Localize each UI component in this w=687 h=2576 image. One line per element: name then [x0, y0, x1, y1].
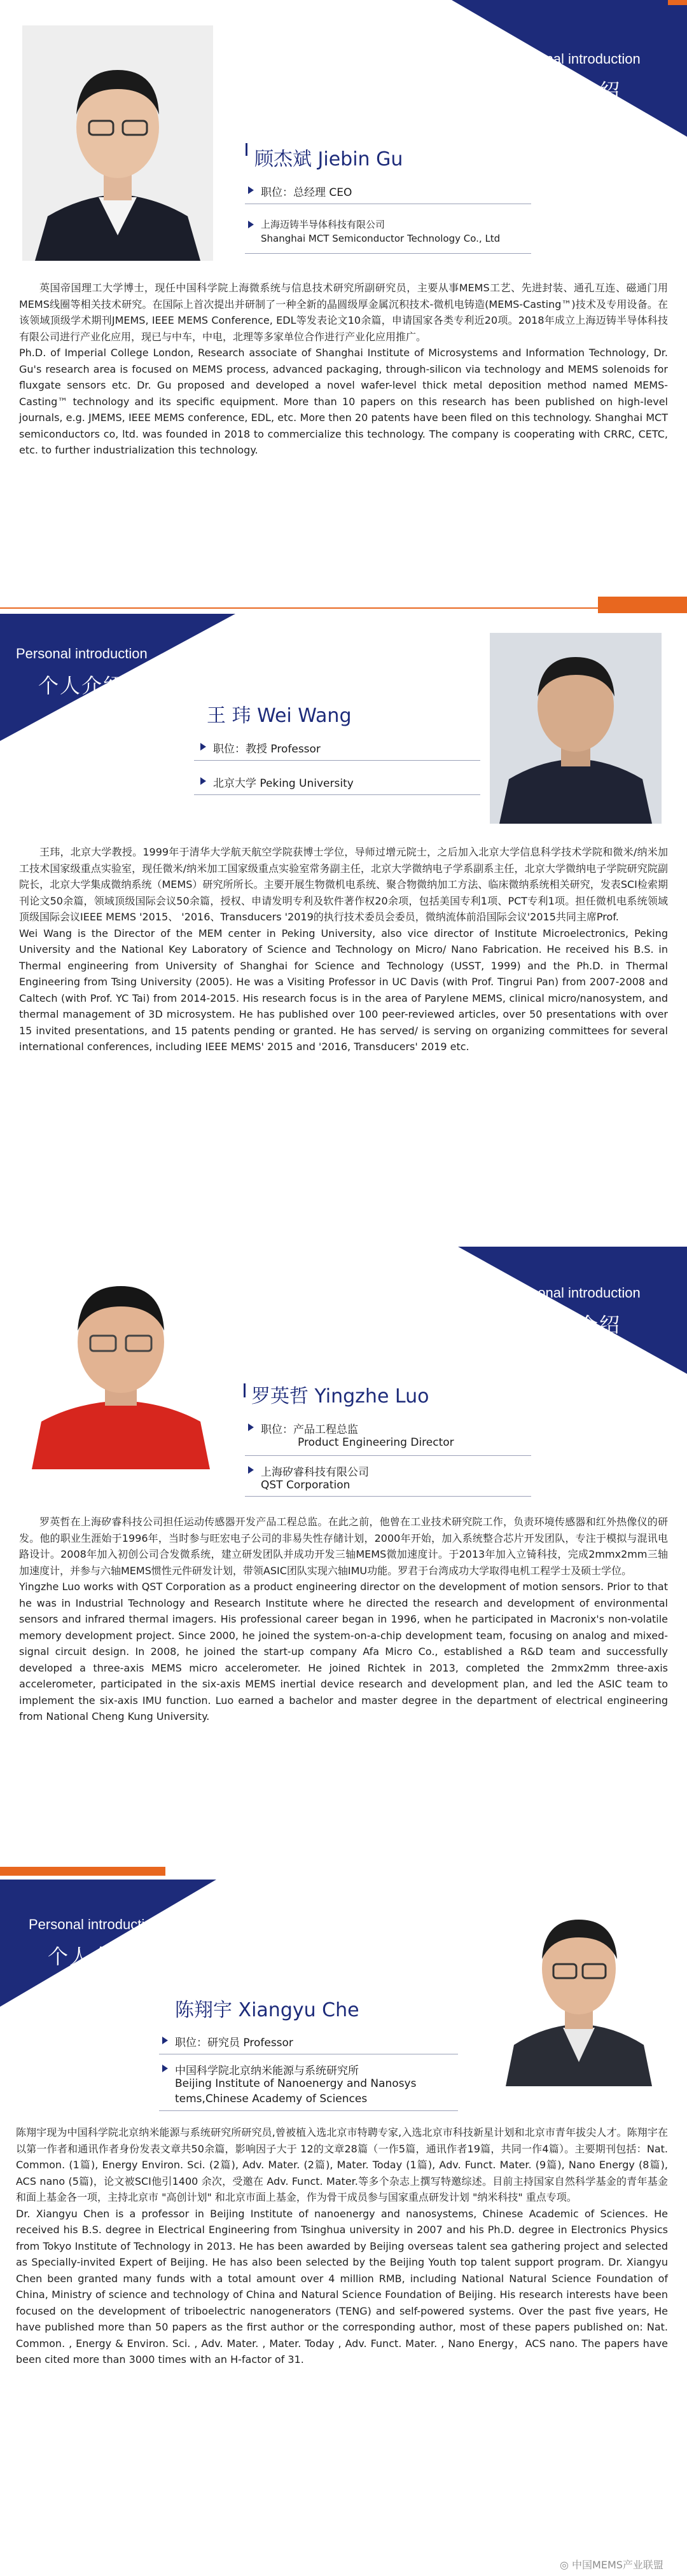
watermark-text: 中国MEMS产业联盟 — [572, 2559, 663, 2571]
intro-title-cn: 个人介绍 — [534, 1313, 621, 1337]
company-cn: 上海迈铸半导体科技有限公司 — [261, 219, 385, 230]
intro-title-cn: 个人介绍 — [48, 1944, 135, 1969]
person-name: 陈翔宇 Xiangyu Che — [175, 1999, 359, 2021]
bio-text — [19, 1514, 668, 1725]
institute-en-2: tems,Chinese Academy of Sciences — [175, 2093, 368, 2105]
intro-title-en: Personal introduction — [509, 51, 641, 67]
person-name: 王 玮 Wei Wang — [207, 705, 352, 727]
bullet-icon — [162, 2037, 168, 2044]
name-accent — [244, 1383, 246, 1397]
bio-cn: 陈翔宇现为中国科学院北京纳米能源与系统研究所研究员,曾被植入选北京市特聘专家,入选北京市科技新星计划和北京市青年拔尖人才。陈翔宇在以第一作者和通讯作者身份发表文章共50余篇，影响因子大于 12的文章28篇（一作5篇，通讯作者19篇，共同一作4篇）。主要期刊包括：Nat. Common. (1篇), Energy Environ. Sci. (2篇), Adv. Mater. (2篇), Mater. Today (1篇), Adv. Funct. Mater. (9篇), Nano Energy (8篇), ACS nano (5篇)，论文被SCI他引1400 余次，受邀在 Adv. Funct. Mater.等多个杂志上撰写特邀综述。目前主持国家自然科学基金的青年基金和面上基金各一项，主持北京市 "高创计划" 和北京市面上基金，作为骨干成员参与国家重点研发计划 "纳米科技" 重点专项。 — [16, 2126, 668, 2203]
bio-text — [16, 2124, 668, 2368]
bio-en: Ph.D. of Imperial College London, Research associate of Shanghai Institute of Microsystems and Information Technology, Dr. Gu's research area is focused on MEMS process, advanced packaging, through-silicon via technology and MEMS solenoids for fluxgate sensors etc. Dr. Gu proposed and developed a novel wafer-level thick metal deposition method named MEMS-Casting™ technology and its specific equipment. More than 10 papers on this research has been published on high-level journals, e.g. JMEMS, IEEE MEMS conference, EDL, etc. More then 20 patents have been filed on this technology. Shanghai MCT semiconductors co, ltd. was founded in 2018 to commercialize this technology. The company is cooperating with CRRC, CETC, etc. to further industrialization this technology. — [19, 347, 668, 456]
position-line: 职位：总经理 CEO — [261, 186, 352, 199]
portrait-photo — [490, 633, 662, 824]
profile-section-3 — [0, 1247, 687, 1895]
divider — [245, 1455, 531, 1456]
intro-title-cn: 个人介绍 — [38, 674, 125, 698]
portrait-photo — [503, 1895, 655, 2086]
bio-en: Yingzhe Luo works with QST Corporation as a product engineering director on the development of motion sensors. Prior to that he was in Industrial Technology and Research Institute where he directed the research and development of environmental sensors and infrared thermal imagers. His professional career began in 1996, when he participated in Macronix's non-volatile memory development project. Since 2000, he joined the system-on-a-chip development team, focusing on analog and mixed-signal circuit design. In 2008, he joined the start-up company Afa Micro Co., established a R&D team and successfully developed a three-axis MEMS micro accelerometer. He joined Richtek in 2013, completed the 2mmx2mm three-axis accelerometer, participated in the six-axis MEMS inertial device research and development plan, and led the ASIC team to implement the six-axis IMU function. Luo earned a bachelor and master degree in the department of electrical engineering from National Cheng Kung University. — [19, 1581, 668, 1722]
affiliation-line: 北京大学 Peking University — [213, 777, 354, 790]
divider — [245, 1496, 531, 1497]
intro-title-en: Personal introduction — [16, 646, 148, 661]
company-en: Shanghai MCT Semiconductor Technology Co., Ltd — [261, 233, 501, 244]
bio-en: Wei Wang is the Director of the MEM center in Peking University, also vice director of Institute Microelectronics, Peking University and the National Key Laboratory of Science and Technology on Micro/ Nano Fabrication. He received his B.S. in Thermal engineering from University of Shanghai for Science and Technology (USST, 1999) and the Ph.D. in Thermal Engineering from Tsing University (2005). He was a Visiting Professor in UC Davis (with Prof. Tingrui Pan) from 2007-2008 and Caltech (with Prof. YC Tai) from 2014-2015. His research focus is in the area of Parylene MEMS, clinical micro/nanosystem, and thermal management of 3D microsystem. He has published over 100 peer-reviewed articles, over 50 presentations with over 15 invited presentations, and 15 patents pending or granted. He has served/ is serving on organizing committees for several international conferences, including IEEE MEMS' 2015 and '2016, Transducers' 2019 etc. — [19, 927, 668, 1053]
watermark — [560, 2557, 663, 2572]
company-en: QST Corporation — [261, 1479, 350, 1492]
orange-accent-bar — [668, 0, 687, 5]
institute-cn: 中国科学院北京纳米能源与系统研究所 — [175, 2065, 359, 2077]
divider — [159, 2110, 458, 2111]
institute-en-1: Beijing Institute of Nanoenergy and Nanosys — [175, 2077, 417, 2090]
orange-accent-bar — [0, 1867, 165, 1876]
bio-en: Dr. Xiangyu Chen is a professor in Beijing Institute of nanoenergy and nanosystems, Chinese Academic of Sciences. He received his B.S. degree in Electrical Engineering from Tsinghua university in 2007 and his Ph.D. degree in Electronics Physics from Tokyo Institute of Technology in 2013. He has been awarded by Beijing overseas talent sea gathering project and selected as Specially-invited Expert of Beijing. He has also been selected by the Beijing Youth top talent support program. Dr. Xiangyu Chen been granted many funds with a total amount over 4 million RMB, including National Natural Science Foundation of China, Ministry of science and technology of China and Natural Science Foundation of Beijing. His research interests have been focused on the development of triboelectric nanogenerators (TENG) and self-powered systems. Over the past five years, He have published more than 50 papers as the first author or the corresponding author, most of these papers published on: Nat. Common. , Energy & Environ. Sci. , Adv. Mater. , Mater. Today , Adv. Funct. Mater. , Nano Energy，ACS nano. The papers have been cited more than 3000 times with an H-factor of 31. — [16, 2207, 668, 2365]
intro-title-en: Personal introduction — [29, 1916, 160, 1932]
bullet-icon — [248, 186, 254, 194]
name-accent — [246, 143, 247, 156]
bullet-icon — [248, 1423, 254, 1431]
position-line: 职位：研究员 Professor — [175, 2037, 293, 2049]
divider — [194, 794, 480, 795]
orange-accent-bar — [0, 607, 687, 609]
intro-title-en: Personal introduction — [509, 1285, 641, 1301]
bullet-icon — [248, 1466, 254, 1474]
header-banner-triangle — [452, 0, 687, 137]
bio-cn: 罗英哲在上海矽睿科技公司担任运动传感器开发产品工程总监。在此之前，他曾在工业技术研究院工作，负责环境传感器和红外热像仪的研发。他的职业生涯始于1996年，当时参与旺宏电子公司的非易失性存储计划，2000年开始，加入系统整合芯片开发团队，专注于模拟与混讯电路设计。2008年加入初创公司合发微系统，建立研发团队并成功开发三轴MEMS微加速度计。于2013年加入立锜科技，完成2mmx2mm三轴加速度计，并参与六轴MEMS惯性元件研发计划，带领ASIC团队实现六轴IMU功能。罗君于台湾成功大学取得电机工程学士及硕士学位。 — [19, 1516, 668, 1577]
profile-section-1 — [0, 0, 687, 620]
position-en-line: Product Engineering Director — [298, 1436, 454, 1449]
position-line: 职位：产品工程总监 — [261, 1423, 358, 1436]
bullet-icon — [162, 2065, 168, 2072]
intro-title-cn: 个人介绍 — [534, 79, 621, 103]
bio-cn: 英国帝国理工大学博士，现任中国科学院上海微系统与信息技术研究所副研究员，主要从事MEMS工艺、先进封装、通孔互连、磁通门用MEMS线圈等相关技术研究。在国际上首次提出并研制了一种全新的晶圆级厚金属沉积技术-微机电铸造(MEMS-Casting™)技术及专用设备。在该领域顶级学术期刊JMEMS, IEEE MEMS Conference, EDL等发表论文10余篇，申请国家各类专利近20项。2018年成立上海迈铸半导体科技有限公司进行产业化应用，现已与中车，中电，北理等多家单位合作进行产业化应用推广。 — [19, 282, 668, 343]
person-name: 罗英哲 Yingzhe Luo — [251, 1385, 429, 1408]
bio-text — [19, 280, 668, 459]
bio-text — [19, 844, 668, 1055]
portrait-photo — [22, 25, 213, 261]
divider — [245, 253, 531, 254]
bullet-icon — [200, 743, 206, 751]
bio-cn: 王玮，北京大学教授。1999年于清华大学航天航空学院获博士学位，导师过增元院士，之后加入北京大学信息科学技术学院和微米/纳米加工技术国家级重点实验室，现任微米/纳米加工国家级重点实验室常务副主任，北京大学微纳电子学系副系主任，北京大学微纳电子学院研究院副院长，北京大学集成微纳系统（MEMS）研究所所长。主要开展生物微机电系统、聚合物微纳加工方法、临床微纳系统相关研究，发表SCI检索期刊论文50余篇，领域顶级国际会议50余篇，授权、申请发明专利及软件著作权20余项，包括美国专利1项、PCT专利1项。担任微机电系统领域顶级国际会议IEEE MEMS '2015、 '2016、Transducers '2019的执行技术委员会委员，微纳流体前沿国际会议'2015共同主席Prof. — [19, 846, 668, 923]
position-line: 职位：教授 Professor — [213, 743, 321, 756]
divider — [194, 760, 480, 761]
company-cn: 上海矽睿科技有限公司 — [261, 1466, 369, 1479]
profile-section-4 — [0, 1867, 687, 2576]
person-name: 顾杰斌 Jiebin Gu — [254, 148, 403, 170]
wechat-icon: ◎ — [560, 2559, 572, 2571]
bullet-icon — [248, 221, 254, 228]
bullet-icon — [200, 777, 206, 785]
portrait-photo — [25, 1259, 216, 1469]
profile-section-2 — [0, 607, 687, 1247]
